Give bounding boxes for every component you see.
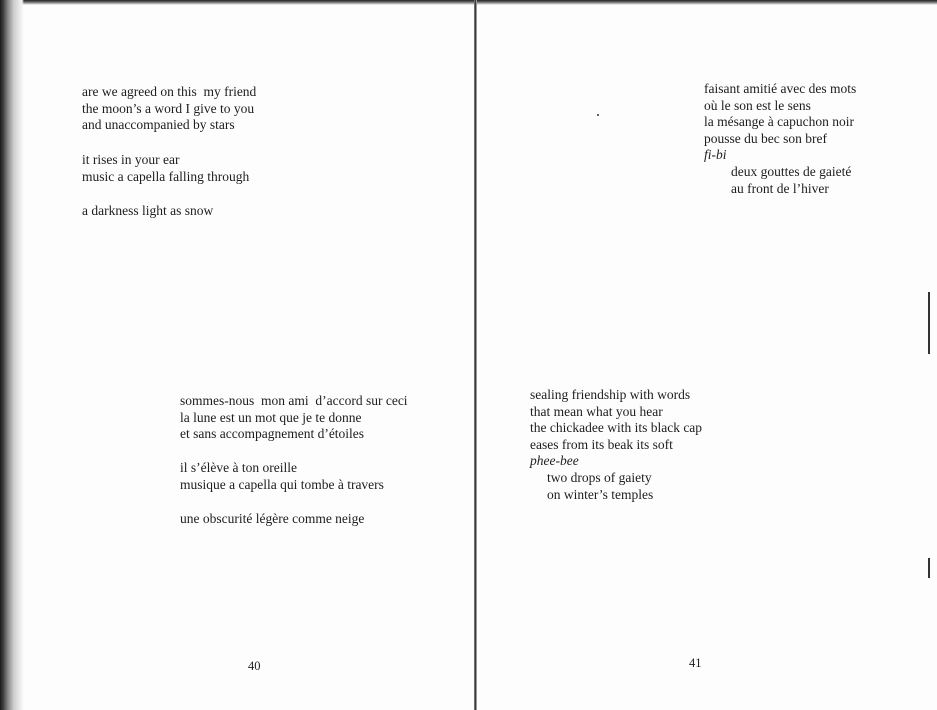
- poem-line: deux gouttes de gaieté: [731, 163, 852, 179]
- page-number: 40: [248, 659, 261, 673]
- poem-line: the moon’s a word I give to you: [82, 100, 255, 116]
- poem-line: il s’élève à ton oreille: [180, 460, 297, 475]
- poem-line: la lune est un mot que je te donne: [180, 409, 362, 425]
- poem-line: musique a capella qui tombe à travers: [180, 476, 384, 492]
- poem-line: sommes-nous mon ami d’accord sur ceci: [180, 393, 408, 408]
- poem-line: and unaccompanied by stars: [82, 117, 235, 133]
- birdcall-line: fi-bi: [704, 147, 727, 163]
- poem-line: on winter’s temples: [547, 486, 654, 502]
- page-edge-mark: [928, 292, 930, 354]
- poem-line: une obscurité légère comme neige: [180, 511, 365, 526]
- french-stanza-1: [180, 393, 408, 443]
- poem-line: it rises in your ear: [82, 152, 180, 167]
- page-number: 41: [689, 656, 702, 670]
- poem-line: sealing friendship with words: [530, 387, 691, 402]
- right-page: [477, 0, 937, 710]
- english-stanza-3: [82, 203, 213, 220]
- english-stanza-2: [82, 152, 249, 185]
- poem-line: la mésange à capuchon noir: [704, 114, 854, 130]
- poem-line: music a capella falling through: [82, 168, 250, 184]
- poem-line: faisant amitié avec des mots: [704, 81, 857, 96]
- english-stanza-1: [82, 84, 256, 134]
- poem-line: et sans accompagnement d’étoiles: [180, 426, 365, 442]
- poem-line: où le son est le sens: [704, 97, 811, 113]
- page-edge-mark: [928, 558, 930, 578]
- poem-line: pousse du bec son bref: [704, 130, 827, 146]
- poem-line: a darkness light as snow: [82, 203, 214, 218]
- french-stanza-2: [180, 460, 384, 493]
- poem-line: au front de l’hiver: [731, 180, 829, 196]
- poem-line: the chickadee with its black cap: [530, 420, 703, 436]
- poem-line: are we agreed on this my friend: [82, 84, 257, 99]
- ink-speck: [597, 114, 599, 116]
- english-stanza: [530, 387, 702, 503]
- poem-line: two drops of gaiety: [547, 469, 652, 485]
- birdcall-line: phee-bee: [530, 453, 579, 469]
- french-stanza-3: [180, 511, 364, 528]
- french-stanza: [704, 81, 856, 197]
- poem-line: that mean what you hear: [530, 403, 663, 419]
- poem-line: eases from its beak its soft: [530, 436, 673, 452]
